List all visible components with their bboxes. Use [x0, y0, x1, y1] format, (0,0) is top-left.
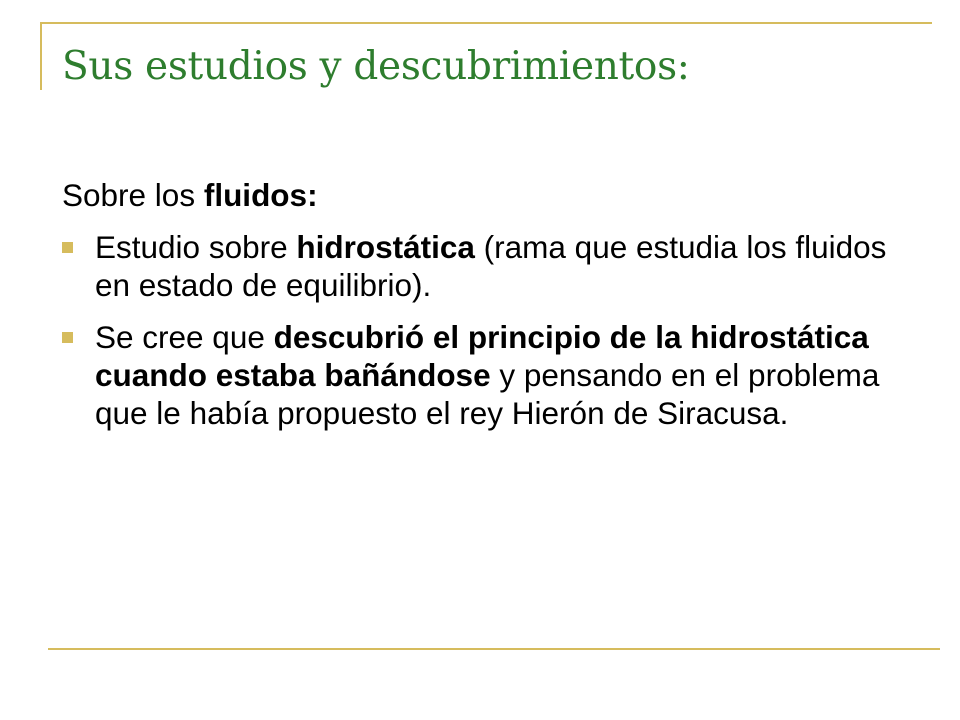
- bullet-1-bold: hidrostática: [296, 229, 475, 265]
- frame-bottom-line: [48, 648, 940, 650]
- lead-bold: fluidos:: [203, 177, 318, 213]
- bullet-1-text-2: (rama que estudia los fluidos en estado de equilibrio).: [95, 229, 887, 303]
- bullet-2-bold: descubrió el principio de la hidrostática cuando estaba bañándose: [95, 319, 869, 393]
- lead-line: [62, 176, 922, 214]
- frame-left-line: [40, 22, 42, 90]
- bullet-item-1: [62, 228, 922, 304]
- square-bullet-icon: [62, 332, 73, 343]
- slide-body: [62, 176, 922, 446]
- frame-top-line: [40, 22, 932, 24]
- bullet-2-text-1: Se cree que: [95, 319, 274, 355]
- slide-title: Sus estudios y descubrimientos:: [62, 44, 690, 89]
- bullet-item-2: [62, 318, 922, 432]
- bullet-list: [62, 228, 922, 432]
- square-bullet-icon: [62, 242, 73, 253]
- bullet-2-text-2: y pensando en el problema que le había propuesto el rey Hierón de Siracusa.: [95, 357, 880, 431]
- lead-text: Sobre los: [62, 177, 204, 213]
- bullet-1-text-1: Estudio sobre: [95, 229, 297, 265]
